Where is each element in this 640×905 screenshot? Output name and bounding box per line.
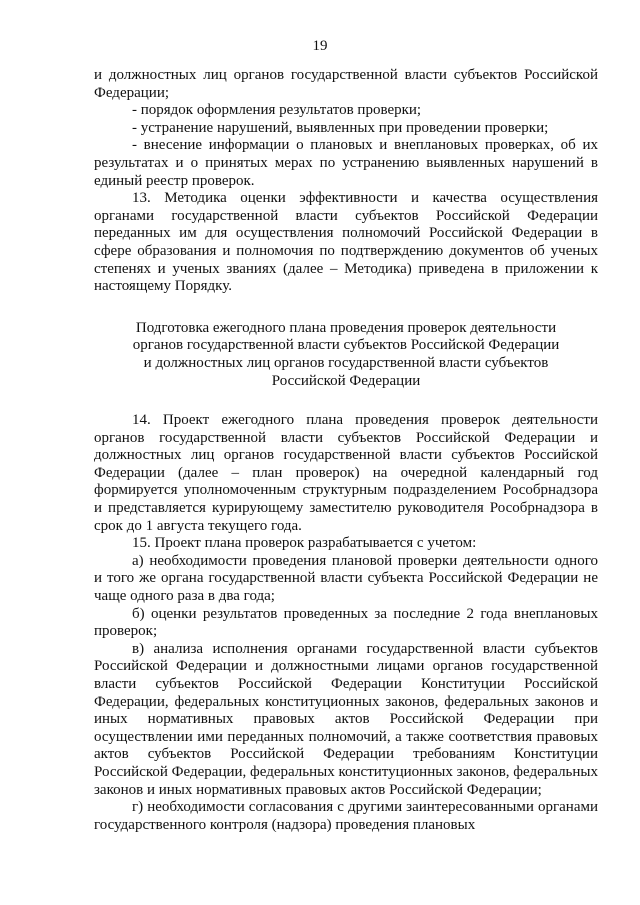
paragraph-15b: б) оценки результатов проведенных за последние 2 года внеплановых проверок; [94,605,598,640]
paragraph-1: - порядок оформления результатов проверки; [132,102,422,119]
section-heading-line: Российской Федерации [271,372,421,389]
section-heading-line: Подготовка ежегодного плана проведения проверок деятельности [135,319,557,336]
paragraph-15a: а) необходимости проведения плановой проверки деятельности одного и того же органа государственной власти субъекта Российской Федерации не чаще одного раза в два года; [94,552,598,605]
paragraph-3: - внесение информации о плановых и внеплановых проверках, об их результатах и о принятых мерах по устранению выявленных нарушений в единый реестр проверок. [94,137,598,189]
paragraph-2: - устранение нарушений, выявленных при проведении проверки; [132,119,549,136]
paragraph-14: 14. Проект ежегодного плана проведения проверок деятельности органов государственной власти субъектов Российской Федерации и должностных лиц органов государственной власти субъектов Российской Федерации (далее – план проверок) на очередной календарный год формируется уполномоченным структурным подразделением Рособрнадзора и представляется курирующему заместителю руководителя Рособрнадзора в срок до 1 августа текущего года. [94,412,598,534]
section-heading-line: органов государственной власти субъектов Российской Федерации [132,337,560,354]
paragraph-15v: в) анализа исполнения органами государственной власти субъектов Российской Федерации и должностными лицами органов государственной власти субъектов Российской Федерации Конституции Российской Федерации, федеральных конституционных законов, федеральных законов и иных нормативных правовых актов Российской Федерации при осуществлении ими переданных полномочий, а также соответствия правовых актов субъектов Российской Федерации требованиям Конституции Российской Федерации, федеральных конституционных законов, федеральных законов и иных нормативных правовых актов Российской Федерации; [94,640,598,798]
document-body [94,67,598,834]
section-heading [94,320,598,390]
paragraph-15g: г) необходимости согласования с другими заинтересованными органами государственного контроля (надзора) проведения плановых [94,799,598,833]
paragraph-0: и должностных лиц органов государственной власти субъектов Российской Федерации; [94,67,598,101]
page-number: 19 [312,38,328,54]
paragraph-15: 15. Проект плана проверок разрабатывается с учетом: [132,535,477,552]
paragraph-13: 13. Методика оценки эффективности и качества осуществления органами государственной власти субъектов Российской Федерации переданных им для осуществления полномочий Российской Федерации в сфере образования и полномочия по подтверждению документов об ученых степенях и ученых званиях (далее – Методика) приведена в приложении к настоящему Порядку. [94,190,598,295]
section-heading-line: и должностных лиц органов государственной власти субъектов [143,354,549,371]
